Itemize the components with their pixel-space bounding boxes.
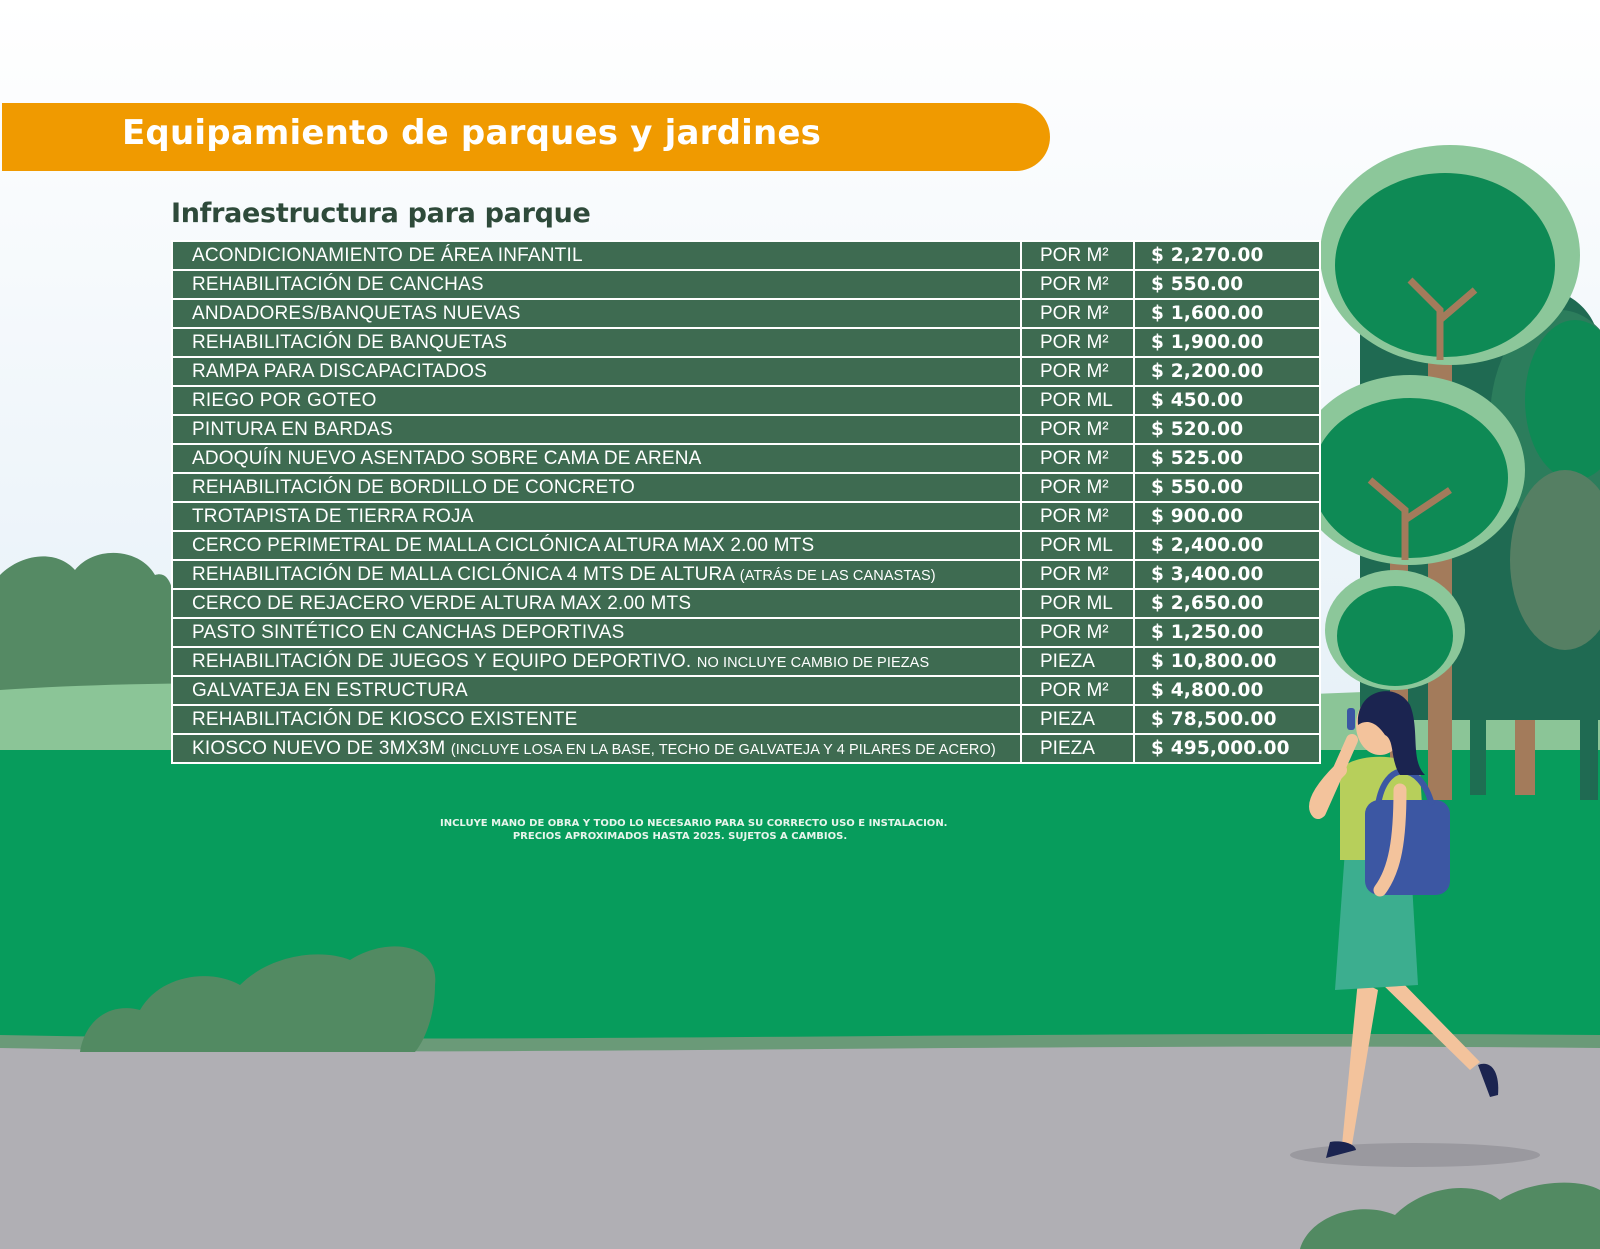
item-price: $ 550.00 xyxy=(1134,473,1320,502)
footnote xyxy=(440,817,948,843)
table-row xyxy=(172,328,1320,357)
item-description-cell xyxy=(172,676,1021,705)
item-description-cell xyxy=(172,357,1021,386)
item-description-cell xyxy=(172,299,1021,328)
table-row xyxy=(172,589,1320,618)
item-description-cell xyxy=(172,386,1021,415)
item-price: $ 78,500.00 xyxy=(1134,705,1320,734)
table-row xyxy=(172,618,1320,647)
table-row xyxy=(172,531,1320,560)
item-price: $ 1,250.00 xyxy=(1134,618,1320,647)
background-bush-left xyxy=(0,553,175,700)
item-unit: POR M² xyxy=(1021,328,1134,357)
item-price: $ 450.00 xyxy=(1134,386,1320,415)
table-row xyxy=(172,241,1320,270)
table-row xyxy=(172,705,1320,734)
item-unit: POR ML xyxy=(1021,531,1134,560)
item-description: ADOQUÍN NUEVO ASENTADO SOBRE CAMA DE ARENA xyxy=(192,447,702,469)
item-unit: POR M² xyxy=(1021,676,1134,705)
item-description: TROTAPISTA DE TIERRA ROJA xyxy=(192,505,474,527)
item-description: REHABILITACIÓN DE JUEGOS Y EQUIPO DEPORTIVO. xyxy=(192,650,692,672)
item-description-cell xyxy=(172,328,1021,357)
footnote-line-1: INCLUYE MANO DE OBRA Y TODO LO NECESARIO PARA SU CORRECTO USO E INSTALACION. xyxy=(440,818,948,829)
table-row xyxy=(172,386,1320,415)
item-description-cell xyxy=(172,473,1021,502)
table-row xyxy=(172,473,1320,502)
item-description: PASTO SINTÉTICO EN CANCHAS DEPORTIVAS xyxy=(192,621,625,643)
item-description: REHABILITACIÓN DE MALLA CICLÓNICA 4 MTS DE ALTURA xyxy=(192,563,735,585)
item-unit: PIEZA xyxy=(1021,647,1134,676)
header-banner xyxy=(2,103,1050,171)
table-row xyxy=(172,676,1320,705)
item-description-cell xyxy=(172,531,1021,560)
item-price: $ 1,900.00 xyxy=(1134,328,1320,357)
item-description: REHABILITACIÓN DE KIOSCO EXISTENTE xyxy=(192,708,578,730)
item-unit: POR M² xyxy=(1021,502,1134,531)
item-unit: POR M² xyxy=(1021,357,1134,386)
table-row xyxy=(172,299,1320,328)
item-description-cell xyxy=(172,647,1021,676)
item-description-cell xyxy=(172,734,1021,763)
table-row xyxy=(172,734,1320,763)
table-row xyxy=(172,415,1320,444)
item-price: $ 2,650.00 xyxy=(1134,589,1320,618)
item-description-cell xyxy=(172,560,1021,589)
price-table xyxy=(171,240,1321,764)
item-description: ACONDICIONAMIENTO DE ÁREA INFANTIL xyxy=(192,244,583,266)
item-description: RIEGO POR GOTEO xyxy=(192,389,377,411)
item-price: $ 495,000.00 xyxy=(1134,734,1320,763)
item-unit: POR M² xyxy=(1021,299,1134,328)
item-note: (INCLUYE LOSA EN LA BASE, TECHO DE GALVATEJA Y 4 PILARES DE ACERO) xyxy=(450,741,996,758)
item-description-cell xyxy=(172,444,1021,473)
table-row xyxy=(172,357,1320,386)
item-description: PINTURA EN BARDAS xyxy=(192,418,393,440)
item-price: $ 550.00 xyxy=(1134,270,1320,299)
item-price: $ 2,400.00 xyxy=(1134,531,1320,560)
item-description: REHABILITACIÓN DE CANCHAS xyxy=(192,273,484,295)
item-description: RAMPA PARA DISCAPACITADOS xyxy=(192,360,487,382)
item-description-cell xyxy=(172,618,1021,647)
item-description: ANDADORES/BANQUETAS NUEVAS xyxy=(192,302,521,324)
table-row xyxy=(172,560,1320,589)
table-row xyxy=(172,502,1320,531)
item-unit: POR M² xyxy=(1021,415,1134,444)
item-price: $ 4,800.00 xyxy=(1134,676,1320,705)
item-unit: POR ML xyxy=(1021,589,1134,618)
item-price: $ 2,200.00 xyxy=(1134,357,1320,386)
item-unit: POR M² xyxy=(1021,560,1134,589)
section-title: Infraestructura para parque xyxy=(171,198,591,229)
item-description-cell xyxy=(172,705,1021,734)
item-price: $ 900.00 xyxy=(1134,502,1320,531)
table-row xyxy=(172,444,1320,473)
item-note: NO INCLUYE CAMBIO DE PIEZAS xyxy=(696,654,930,671)
item-unit: POR M² xyxy=(1021,241,1134,270)
item-unit: POR M² xyxy=(1021,270,1134,299)
item-price: $ 525.00 xyxy=(1134,444,1320,473)
item-description: CERCO DE REJACERO VERDE ALTURA MAX 2.00 MTS xyxy=(192,592,692,614)
item-unit: POR ML xyxy=(1021,386,1134,415)
item-description-cell xyxy=(172,270,1021,299)
item-price: $ 520.00 xyxy=(1134,415,1320,444)
item-description: CERCO PERIMETRAL DE MALLA CICLÓNICA ALTURA MAX 2.00 MTS xyxy=(192,534,815,556)
item-description-cell xyxy=(172,589,1021,618)
item-description: REHABILITACIÓN DE BANQUETAS xyxy=(192,331,508,353)
item-unit: POR M² xyxy=(1021,444,1134,473)
price-table-body xyxy=(172,241,1320,763)
item-price: $ 1,600.00 xyxy=(1134,299,1320,328)
item-unit: POR M² xyxy=(1021,473,1134,502)
item-description-cell xyxy=(172,415,1021,444)
item-description: GALVATEJA EN ESTRUCTURA xyxy=(192,679,468,701)
item-price: $ 10,800.00 xyxy=(1134,647,1320,676)
footnote-line-2: PRECIOS APROXIMADOS HASTA 2025. SUJETOS A CAMBIOS. xyxy=(512,831,848,842)
page-title: Equipamiento de parques y jardines xyxy=(122,113,822,153)
item-note: (ATRÁS DE LAS CANASTAS) xyxy=(739,567,936,584)
item-price: $ 2,270.00 xyxy=(1134,241,1320,270)
item-description: KIOSCO NUEVO DE 3MX3M xyxy=(192,737,446,759)
item-price: $ 3,400.00 xyxy=(1134,560,1320,589)
item-description-cell xyxy=(172,502,1021,531)
item-unit: PIEZA xyxy=(1021,734,1134,763)
table-row xyxy=(172,270,1320,299)
item-unit: POR M² xyxy=(1021,618,1134,647)
item-description-cell xyxy=(172,241,1021,270)
table-row xyxy=(172,647,1320,676)
item-unit: PIEZA xyxy=(1021,705,1134,734)
item-description: REHABILITACIÓN DE BORDILLO DE CONCRETO xyxy=(192,476,635,498)
